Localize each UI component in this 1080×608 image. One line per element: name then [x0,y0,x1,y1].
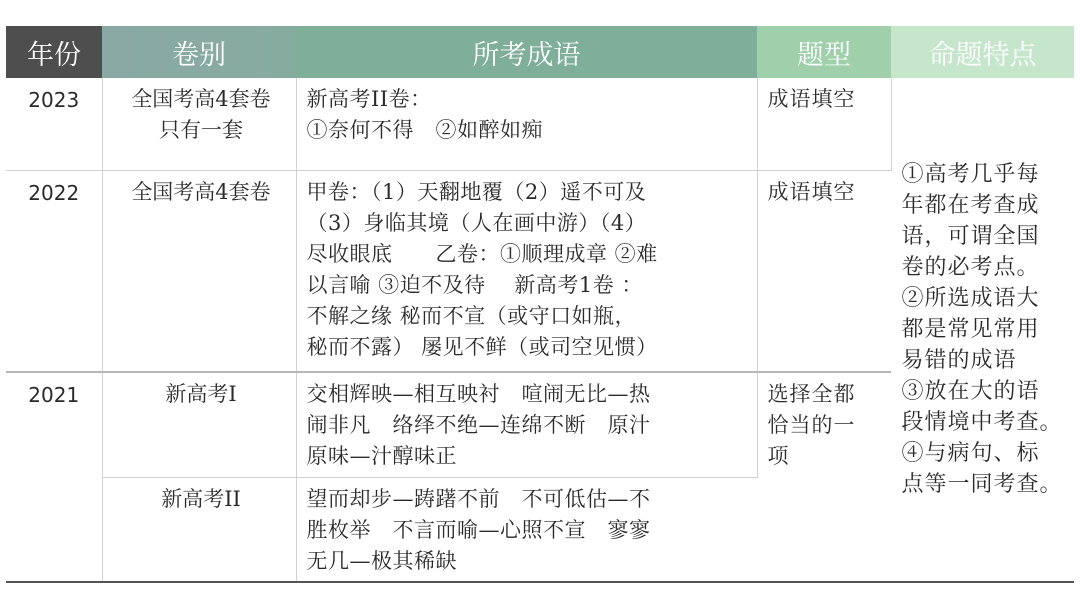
idiom-line: 以言喻 ③迫不及待 新高考1卷 ： [306,272,643,297]
idiom-line: 原味—汁醇味正 [306,444,457,468]
idiom-line: 胜枚举 不言而喻—心照不宣 寥寥 [306,517,651,542]
header-paper: 卷别 [102,26,296,78]
feature-line: 年都在考查成 [901,193,1040,218]
idiom-line: 甲卷：（1）天翻地覆（2）遥不可及 [306,179,647,204]
idiom-line: 望而却步—踌躇不前 不可低估—不 [306,486,651,511]
paper-line: 全国考高4套卷 [131,87,271,111]
question-type-line: 恰当的一 [767,413,856,437]
paper-cell [102,170,296,372]
idioms-cell [296,372,757,477]
idiom-line: 交相辉映—相互映衬 喧闹无比—热 [306,382,651,406]
idioms-cell [296,170,757,372]
idiom-line: 无几—极其稀缺 [306,548,457,573]
idiom-line: 新高考II卷： [306,87,432,111]
idiom-line: 秘而不露） 屡见不鲜（或司空见惯） [306,334,658,359]
paper-cell [102,372,296,477]
table-row [6,78,1074,170]
feature-line: 点等一同考查。 [901,472,1063,497]
header-idioms: 所考成语 [296,26,757,78]
idiom-line: （3）身临其境（人在画中游）（4） [306,210,647,235]
question-type-cell: 成语填空 [757,170,891,372]
feature-line: ②所选成语大 [901,286,1040,311]
year-cell: 2022 [6,170,102,372]
idiom-line: 闹非凡 络绎不绝—连绵不断 原汁 [306,413,651,437]
header-year: 年份 [6,26,102,78]
header-row [6,26,1074,78]
header-question-type: 题型 [757,26,891,78]
feature-line: 语，可谓全国 [901,224,1040,249]
paper-line: 只有一套 [159,118,243,142]
feature-line: 卷的必考点。 [901,255,1040,280]
year-cell: 2023 [6,78,102,170]
paper-line: 新高考II [161,486,241,511]
bottom-rule [6,581,1074,583]
idiom-line: 不解之缘 秘而不宣（或守口如瓶， [306,303,637,328]
feature-line: 段情境中考查。 [901,410,1063,435]
question-type-line: 项 [767,444,790,468]
idioms-cell [296,477,757,581]
idiom-exam-table [6,26,1074,581]
paper-line: 全国考高4套卷 [131,179,271,204]
paper-line: 新高考Ⅰ [165,382,237,406]
question-type-cell [757,372,891,581]
idiom-line: ①奈何不得 ②如醉如痴 [306,118,543,142]
paper-cell [102,477,296,581]
idiom-line: 尽收眼底 乙卷：①顺理成章 ②难 [306,241,658,266]
feature-line: 都是常见常用 [901,317,1040,342]
feature-line: 易错的成语 [901,348,1017,373]
year-cell: 2021 [6,372,102,581]
feature-line: ①高考几乎每 [901,162,1040,187]
feature-line: ④与病句、标 [901,441,1040,466]
features-cell [891,78,1074,581]
idioms-cell [296,78,757,170]
header-features: 命题特点 [891,26,1074,78]
question-type-cell: 成语填空 [757,78,891,170]
paper-cell [102,78,296,170]
feature-line: ③放在大的语 [901,379,1040,404]
question-type-line: 选择全都 [767,382,856,406]
